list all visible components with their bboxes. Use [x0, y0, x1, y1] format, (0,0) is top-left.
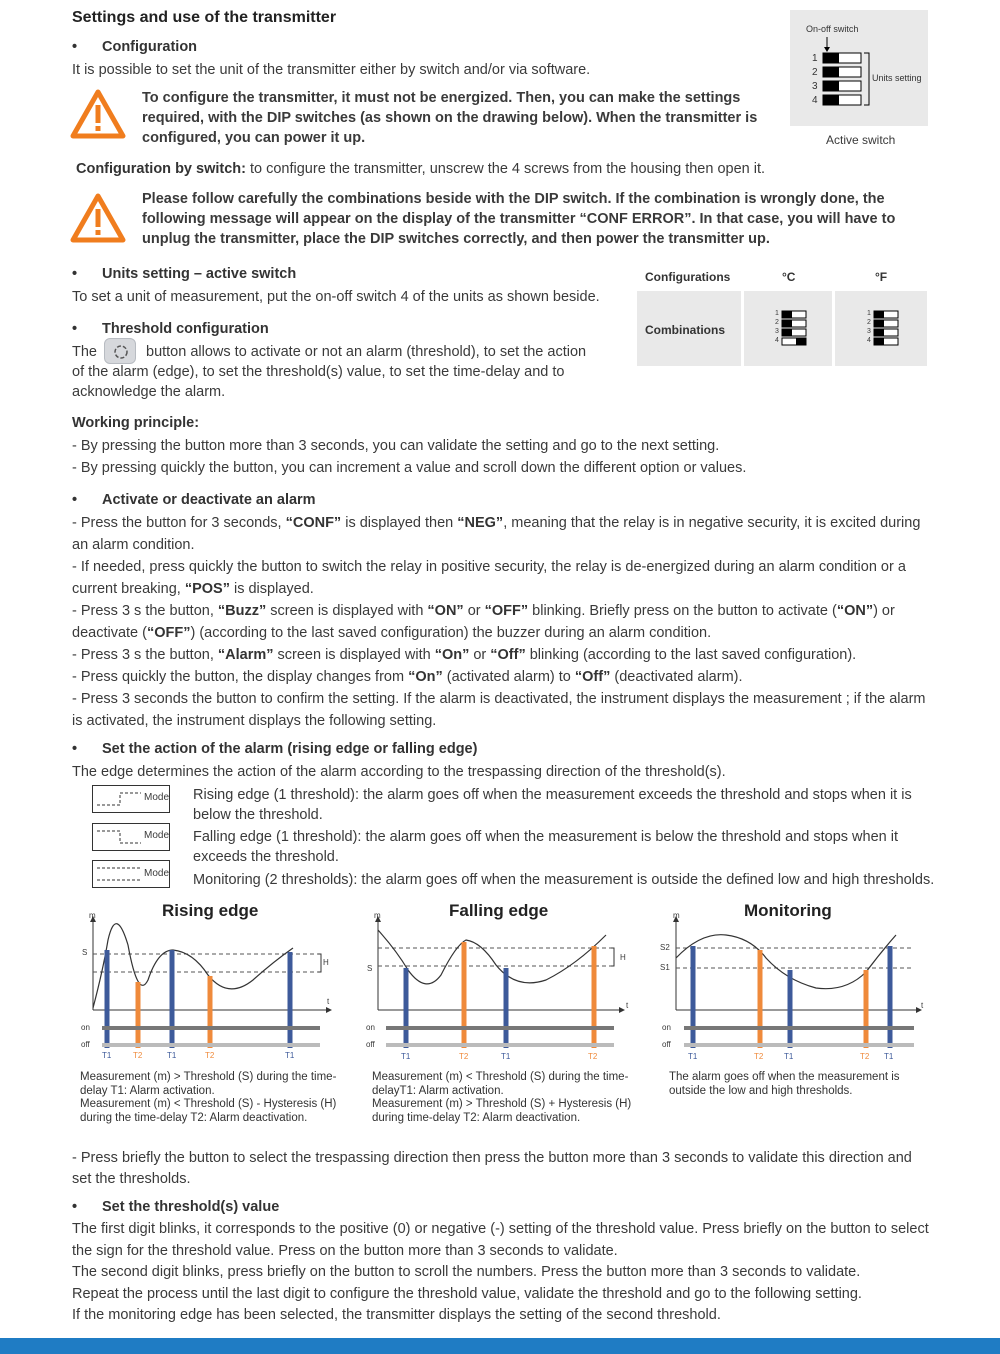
text: ) (according to the last saved configuration) the buzzer during an alarm condition. — [190, 625, 712, 641]
alarm-paragraph — [72, 666, 932, 688]
warning-text-1: To configure the transmitter, it must not be energized. Then, you can make the settings required, with the DIP switches (as shown on the drawing below). When the transmitter is configured, you can power it up. — [142, 90, 758, 146]
edge-item-rising: Rising edge (1 threshold): the alarm goes off when the measurement exceeds the threshold and stops when it is below the threshold. — [193, 787, 912, 823]
dip-number: 3 — [867, 328, 871, 335]
footer-bar — [0, 1338, 1000, 1354]
axis-label-m: m — [673, 911, 680, 920]
configuration-heading — [72, 37, 197, 57]
keyword: “Alarm” — [217, 647, 274, 663]
tick-t2: T2 — [860, 1052, 870, 1061]
caption-line: during time-delay T2: Alarm deactivation. — [372, 1111, 581, 1124]
celsius-dip-switch — [775, 310, 815, 350]
caption-monitoring — [669, 1071, 929, 1098]
working-line: - By pressing the button more than 3 seconds, you can validate the setting and go to the next setting. — [72, 438, 720, 454]
caption-line: Measurement (m) > Threshold (S) + Hysteresis (H) — [372, 1098, 632, 1110]
keyword: “Off” — [490, 647, 526, 663]
tick-t2: T2 — [459, 1052, 469, 1061]
warning-text-2: Please follow carefully the combinations beside with the DIP switch. If the combination is wrongly done, the following message will appear on the display of the transmitter “CONF ERROR”. In that case, you will have to unplug the transmitter, place the DIP switches correctly, and then power the transmitter up. — [142, 191, 896, 247]
tick-t2: T2 — [754, 1052, 764, 1061]
dip-number: 2 — [775, 319, 779, 326]
bullet: • — [72, 39, 78, 55]
caption-line: Measurement (m) > Threshold (S) during the time- — [80, 1071, 337, 1083]
config-by-switch-label: Configuration by switch: — [76, 161, 246, 177]
dip-switch-figure — [790, 10, 928, 126]
measurement-curve — [93, 924, 293, 1008]
mode-label: Mode — [144, 830, 170, 841]
threshold-label-s: S — [82, 948, 88, 957]
caption-line: The alarm goes off when the measurement is — [669, 1071, 900, 1083]
keyword: “ON” — [836, 603, 874, 619]
measurement-curve — [676, 935, 896, 989]
text: blinking (according to the last saved configuration). — [525, 647, 857, 663]
tick-t1: T1 — [401, 1052, 411, 1061]
dip-number-2: 2 — [812, 67, 818, 78]
alarm-paragraph — [72, 512, 932, 556]
caption-line: Measurement (m) < Threshold (S) - Hysteresis (H) — [80, 1098, 337, 1110]
dip-number: 1 — [775, 310, 779, 317]
text: is displayed then — [341, 515, 458, 531]
text: screen is displayed with — [273, 647, 435, 663]
text: (activated alarm) to — [442, 669, 575, 685]
keyword: “Buzz” — [217, 603, 267, 619]
edge-item-monitoring: Monitoring (2 thresholds): the alarm goes off when the measurement is outside the defined low and high thresholds. — [193, 872, 935, 888]
text: - Press 3 s the button, — [72, 603, 218, 619]
caption-rising — [80, 1071, 350, 1125]
keyword: “ON” — [427, 603, 464, 619]
bullet: • — [72, 321, 78, 337]
chart-title-rising: Rising edge — [162, 901, 259, 920]
tick-t1: T1 — [688, 1052, 698, 1061]
device-button-icon — [104, 338, 136, 364]
text: ) or deactivate ( — [72, 603, 895, 641]
dip-number-4: 4 — [812, 95, 818, 106]
mode-label: Mode — [144, 792, 170, 803]
tick-t1: T1 — [102, 1051, 112, 1060]
tick-t1: T1 — [784, 1052, 794, 1061]
alarm-paragraph — [72, 644, 932, 666]
axis-label-t: t — [921, 1001, 924, 1010]
threshold-text-pre: The — [72, 344, 97, 360]
configuration-text: It is possible to set the unit of the transmitter either by switch and/or via software. — [72, 62, 591, 78]
caption-line: outside the low and high thresholds. — [669, 1084, 853, 1097]
relay-on-label: on — [81, 1023, 90, 1032]
edge-item-falling: Falling edge (1 threshold): the alarm goes off when the measurement is below the threshold and stops when it exceeds the threshold. — [193, 829, 898, 865]
axis-label-m: m — [89, 911, 96, 920]
working-line: - By pressing quickly the button, you can increment a value and scroll down the different option or values. — [72, 460, 747, 476]
threshold-value-line: The first digit blinks, it corresponds to the positive (0) or negative (-) setting of the threshold value. Press briefly on the button to select the sign for the threshold value. Press on the button more than 3 seconds to validate. — [72, 1221, 929, 1259]
relay-off-label: off — [366, 1040, 375, 1049]
warning-icon — [70, 88, 126, 140]
tick-t2: T2 — [588, 1052, 598, 1061]
text: (deactivated alarm). — [610, 669, 743, 685]
combinations-label: Combinations — [645, 323, 725, 337]
axis-label-t: t — [327, 997, 330, 1006]
threshold-heading-text: Threshold configuration — [102, 321, 269, 337]
hysteresis-label-h: H — [620, 953, 626, 962]
alarm-heading-text: Activate or deactivate an alarm — [102, 492, 316, 508]
text: - Press 3 s the button, — [72, 647, 218, 663]
text: - Press quickly the button, the display changes from — [72, 669, 409, 685]
edge-heading — [72, 739, 477, 759]
tick-t1: T1 — [501, 1052, 511, 1061]
dip-number: 4 — [867, 337, 871, 344]
on-off-switch-label: On-off switch — [806, 24, 859, 34]
h-bracket — [318, 954, 321, 972]
hysteresis-label-h: H — [323, 958, 329, 967]
keyword: “OFF” — [146, 625, 191, 641]
threshold-label-s: S — [367, 964, 373, 973]
chart-title-monitoring: Monitoring — [744, 901, 832, 920]
dip-number: 1 — [867, 310, 871, 317]
dip-number-3: 3 — [812, 81, 818, 92]
tick-t1: T1 — [167, 1051, 177, 1060]
dip-number: 3 — [775, 328, 779, 335]
caption-line: delay T1: Alarm activation. — [80, 1084, 215, 1097]
keyword: “Off” — [574, 669, 611, 685]
threshold-value-line: If the monitoring edge has been selected, the transmitter displays the setting of the second threshold. — [72, 1307, 721, 1323]
table-header-fahrenheit: °F — [875, 270, 888, 284]
table-header-celsius: °C — [782, 270, 796, 284]
edge-heading-text: Set the action of the alarm (rising edge or falling edge) — [102, 741, 478, 757]
relay-off-label: off — [662, 1040, 671, 1049]
tick-t1: T1 — [884, 1052, 894, 1061]
alarm-heading — [72, 490, 316, 510]
tick-t1: T1 — [285, 1051, 295, 1060]
threshold-value-line: The second digit blinks, press briefly on the button to scroll the numbers. Press the button more than 3 seconds to validate. — [72, 1264, 861, 1280]
text: is displayed. — [229, 581, 314, 597]
config-by-switch-text: to configure the transmitter, unscrew the 4 screws from the housing then open it. — [245, 161, 766, 177]
falling-edge-mode-icon — [92, 823, 170, 851]
warning-icon — [70, 192, 126, 244]
alarm-section — [72, 512, 932, 732]
text: or — [463, 603, 485, 619]
x-axis-arrow — [326, 1007, 332, 1013]
dip-number: 2 — [867, 319, 871, 326]
page-title: Settings and use of the transmitter — [72, 9, 337, 26]
edge-after-text: - Press briefly the button to select the trespassing direction then press the button more than 3 seconds to validate this direction and set the thresholds. — [72, 1150, 912, 1187]
bullet: • — [72, 492, 78, 508]
keyword: “On” — [408, 669, 443, 685]
tick-t2: T2 — [205, 1051, 215, 1060]
keyword: “CONF” — [285, 515, 342, 531]
tick-t2: T2 — [133, 1051, 143, 1060]
text: - Press the button for 3 seconds, — [72, 515, 286, 531]
text: , meaning that the relay is in negative security, it is excited during an alarm condition. — [72, 515, 921, 553]
falling-edge-diagram — [366, 910, 631, 1065]
config-by-switch — [76, 159, 976, 179]
bullet: • — [72, 1199, 78, 1215]
text: or — [469, 647, 491, 663]
units-text: To set a unit of measurement, put the on-off switch 4 of the units as shown beside. — [72, 289, 600, 305]
text: screen is displayed with — [266, 603, 428, 619]
monitoring-mode-icon — [92, 860, 170, 888]
caption-line: Measurement (m) < Threshold (S) during the time- — [372, 1071, 629, 1083]
threshold-value-heading-text: Set the threshold(s) value — [102, 1199, 280, 1215]
keyword: “OFF” — [484, 603, 529, 619]
alarm-paragraph — [72, 556, 932, 600]
table-header-configurations: Configurations — [645, 270, 731, 284]
caption-line: delayT1: Alarm activation. — [372, 1084, 504, 1097]
rising-edge-mode-icon — [92, 785, 170, 813]
monitoring-diagram — [656, 910, 931, 1065]
working-heading: Working principle: — [72, 415, 200, 431]
threshold-value-section — [72, 1219, 942, 1327]
active-switch-caption: Active switch — [826, 133, 896, 147]
relay-on-label: on — [366, 1023, 375, 1032]
units-table — [637, 260, 927, 366]
text: blinking. Briefly press on the button to activate ( — [528, 603, 837, 619]
dip-number-1: 1 — [812, 53, 818, 64]
text: - If needed, press quickly the button to switch the relay in positive security, the relay is de-energized during an alarm condition or a current breaking, — [72, 559, 906, 597]
keyword: “On” — [434, 647, 470, 663]
caption-line: during the time-delay T2: Alarm deactivation. — [80, 1111, 308, 1124]
axis-label-t: t — [626, 1001, 629, 1010]
threshold-heading — [72, 319, 269, 339]
keyword: “POS” — [184, 581, 230, 597]
threshold-value-line: Repeat the process until the last digit to configure the threshold value, validate the threshold and go to the following setting. — [72, 1285, 862, 1302]
x-axis-arrow — [619, 1007, 625, 1013]
relay-off-label: off — [81, 1040, 90, 1049]
fahrenheit-dip-switch — [867, 310, 907, 350]
threshold-label-s1: S1 — [660, 963, 670, 972]
caption-falling — [372, 1071, 642, 1125]
threshold-label-s2: S2 — [660, 943, 670, 952]
keyword: “NEG” — [457, 515, 504, 531]
threshold-text-cont: of the alarm (edge), to set the threshold(s) value, to set the time-delay and to acknowledge the alarm. — [72, 364, 565, 400]
units-heading — [72, 264, 296, 284]
rising-edge-diagram — [78, 910, 338, 1065]
dip-number: 4 — [775, 337, 779, 344]
units-setting-label: Units setting — [872, 73, 922, 83]
measurement-curve — [378, 930, 606, 984]
threshold-value-heading — [72, 1197, 279, 1217]
chart-title-falling: Falling edge — [449, 901, 549, 920]
threshold-text-post: button allows to activate or not an alarm (threshold), to set the action — [146, 344, 587, 360]
alarm-paragraph: - Press 3 seconds the button to confirm the setting. If the alarm is deactivated, the instrument displays the measurement ; if the alarm is activated, the instrument displays the following setting. — [72, 691, 926, 729]
alarm-paragraph — [72, 600, 932, 644]
h-bracket — [611, 948, 614, 966]
mode-label: Mode — [144, 868, 170, 879]
axis-label-m: m — [374, 911, 381, 920]
configuration-heading-text: Configuration — [102, 39, 198, 55]
bullet: • — [72, 741, 78, 757]
edge-intro: The edge determines the action of the alarm according to the trespassing direction of the threshold(s). — [72, 764, 726, 780]
relay-on-label: on — [662, 1023, 671, 1032]
bullet: • — [72, 266, 78, 282]
units-heading-text: Units setting – active switch — [102, 266, 297, 282]
